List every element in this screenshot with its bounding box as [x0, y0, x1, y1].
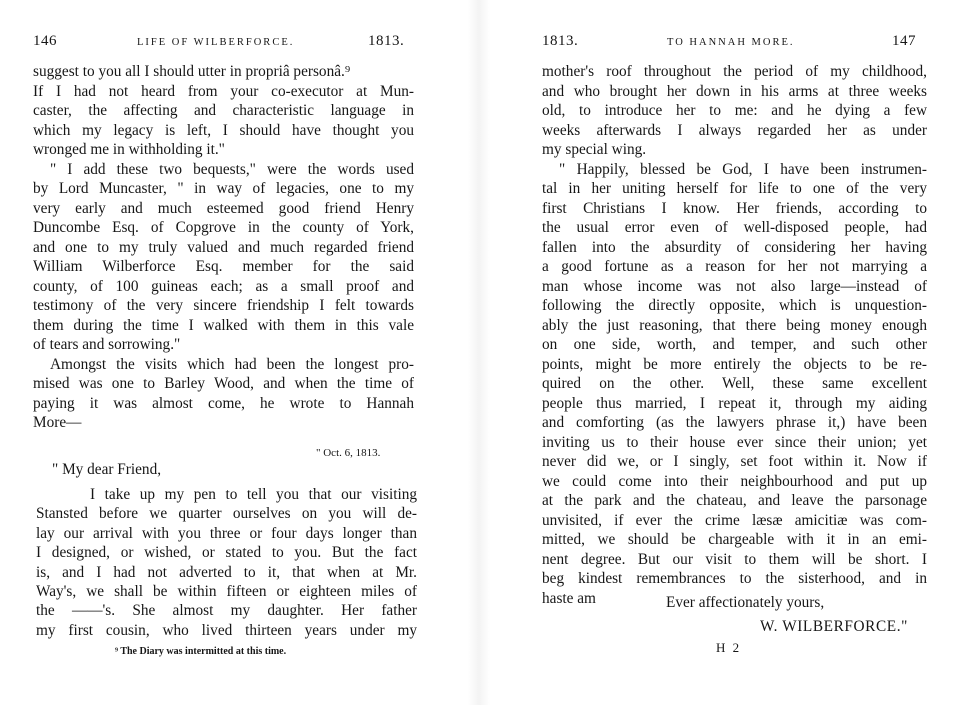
text-line: nent degree. But our visit to them will be short. I [542, 550, 927, 568]
text-line: unvisited, if ever the crime læsæ amicitiæ was com- [542, 511, 927, 529]
letter-dateline: " Oct. 6, 1813. [316, 447, 381, 459]
text-line: " I add these two bequests," were the words used [50, 160, 414, 178]
text-line: on one side, worth, and temper, and such other [542, 336, 927, 353]
text-line: which my legacy is left, I should have thought you [33, 121, 414, 139]
text-line: quired on the other. Well, these same excellent [542, 375, 927, 392]
text-line: man whose income was not also large—instead of [542, 277, 927, 295]
text-line: More— [33, 414, 82, 431]
right-page [490, 0, 980, 705]
text-line: and who brought her down in his arms at three weeks [542, 82, 927, 100]
text-line: my special wing. [542, 141, 647, 158]
text-line: county, of 100 guineas each; as a small proof and [33, 277, 414, 295]
text-line: my first cousin, who lived thirteen years under my [36, 621, 417, 639]
text-line: never did we, or I singly, set foot within it. Now if [542, 453, 927, 470]
text-line: I designed, or wished, or stated to you. But the fact [36, 544, 417, 562]
text-line: and one to my truly valued and much regarded friend [33, 238, 414, 256]
text-line: " Happily, blessed be God, I have been instrumen- [559, 160, 927, 178]
text-line: points, might be more entirely the objects to be re- [542, 355, 927, 373]
text-line: first Christians I know. Her friends, according to [542, 199, 927, 217]
text-line: by Lord Muncaster, " in way of legacies, one to my [33, 180, 414, 197]
text-line: is, and I had not adverted to it, that when at Mr. [36, 563, 417, 581]
text-line: the usual error even of well-disposed people, had [542, 219, 927, 236]
footnote: ⁹ The Diary was intermitted at this time. [115, 646, 287, 657]
text-line: beg kindest remembrances to the sisterhood, and in [542, 570, 927, 587]
text-line: a good fortune as a reason for her not marrying a [542, 258, 927, 275]
text-line: them during the time I walked with them in this vale [33, 316, 414, 334]
right-page-number: 147 [892, 33, 916, 49]
text-line: people thus married, I repeat it, through my aiding [542, 394, 927, 412]
text-line: Stansted before we quarter ourselves on you will de- [36, 505, 417, 523]
left-year: 1813. [368, 33, 405, 49]
left-page-number: 146 [33, 33, 57, 49]
text-line: paying it was almost come, he wrote to Hannah [33, 394, 414, 412]
text-line: lay our arrival with you three or four days longer than [36, 524, 417, 542]
text-line: ably the just reasoning, that there being money enough [542, 316, 927, 334]
text-line: I take up my pen to tell you that our visiting [90, 486, 417, 503]
text-line: old, to introduce her to me: and he dying a few [542, 102, 927, 119]
text-line: at the park and the chateau, and leave the parsonage [542, 492, 927, 509]
right-running-title: TO HANNAH MORE. [667, 37, 795, 48]
text-line: wronged me in withholding it." [33, 141, 225, 158]
text-line: caster, the affecting and characteristic language in [33, 102, 414, 119]
left-page [0, 0, 470, 705]
text-line: mised was one to Barley Wood, and when the time of [33, 375, 414, 392]
signature-mark: H 2 [716, 640, 742, 655]
text-line: If I had not heard from your co-executor at Mun- [33, 82, 414, 100]
text-line: we could come into their neighbourhood and put up [542, 472, 927, 490]
text-line: following the directly opposite, which is unquestion- [542, 297, 927, 314]
text-line: Duncombe Esq. of Copgrove in the county of York, [33, 219, 414, 236]
text-line: the ——'s. She almost my daughter. Her father [36, 602, 417, 620]
text-line: weeks afterwards I always regarded her as under [542, 121, 927, 139]
left-running-title: LIFE OF WILBERFORCE. [137, 37, 295, 48]
text-line: testimony of the very sincere friendship I felt towards [33, 297, 414, 314]
text-line: suggest to you all I should utter in propriâ personâ.⁹ [33, 63, 351, 80]
text-line: Way's, we shall be within fifteen or eighteen miles of [36, 583, 417, 600]
text-line: tal in her uniting herself for life to one of the very [542, 180, 927, 197]
letter-signature: W. WILBERFORCE." [760, 618, 909, 635]
book-gutter [468, 0, 490, 705]
text-line: William Wilberforce Esq. member for the said [33, 258, 414, 275]
letter-closing: Ever affectionately yours, [666, 594, 825, 611]
text-line: inviting us to their house ever since their union; yet [542, 433, 927, 451]
text-line: haste am [542, 589, 596, 607]
text-line: very early and much esteemed good friend Henry [33, 199, 414, 217]
text-line: mitted, we should be chargeable with it in an emi- [542, 531, 927, 548]
text-line: fallen into the absurdity of considering her having [542, 238, 927, 256]
letter-salutation: " My dear Friend, [52, 461, 162, 478]
text-line: and comforting (as the lawyers phrase it,) have been [542, 414, 927, 431]
right-year: 1813. [542, 33, 579, 49]
text-line: mother's roof throughout the period of my childhood, [542, 63, 927, 80]
text-line: Amongst the visits which had been the longest pro- [50, 355, 414, 373]
text-line: of tears and sorrowing." [33, 336, 181, 353]
